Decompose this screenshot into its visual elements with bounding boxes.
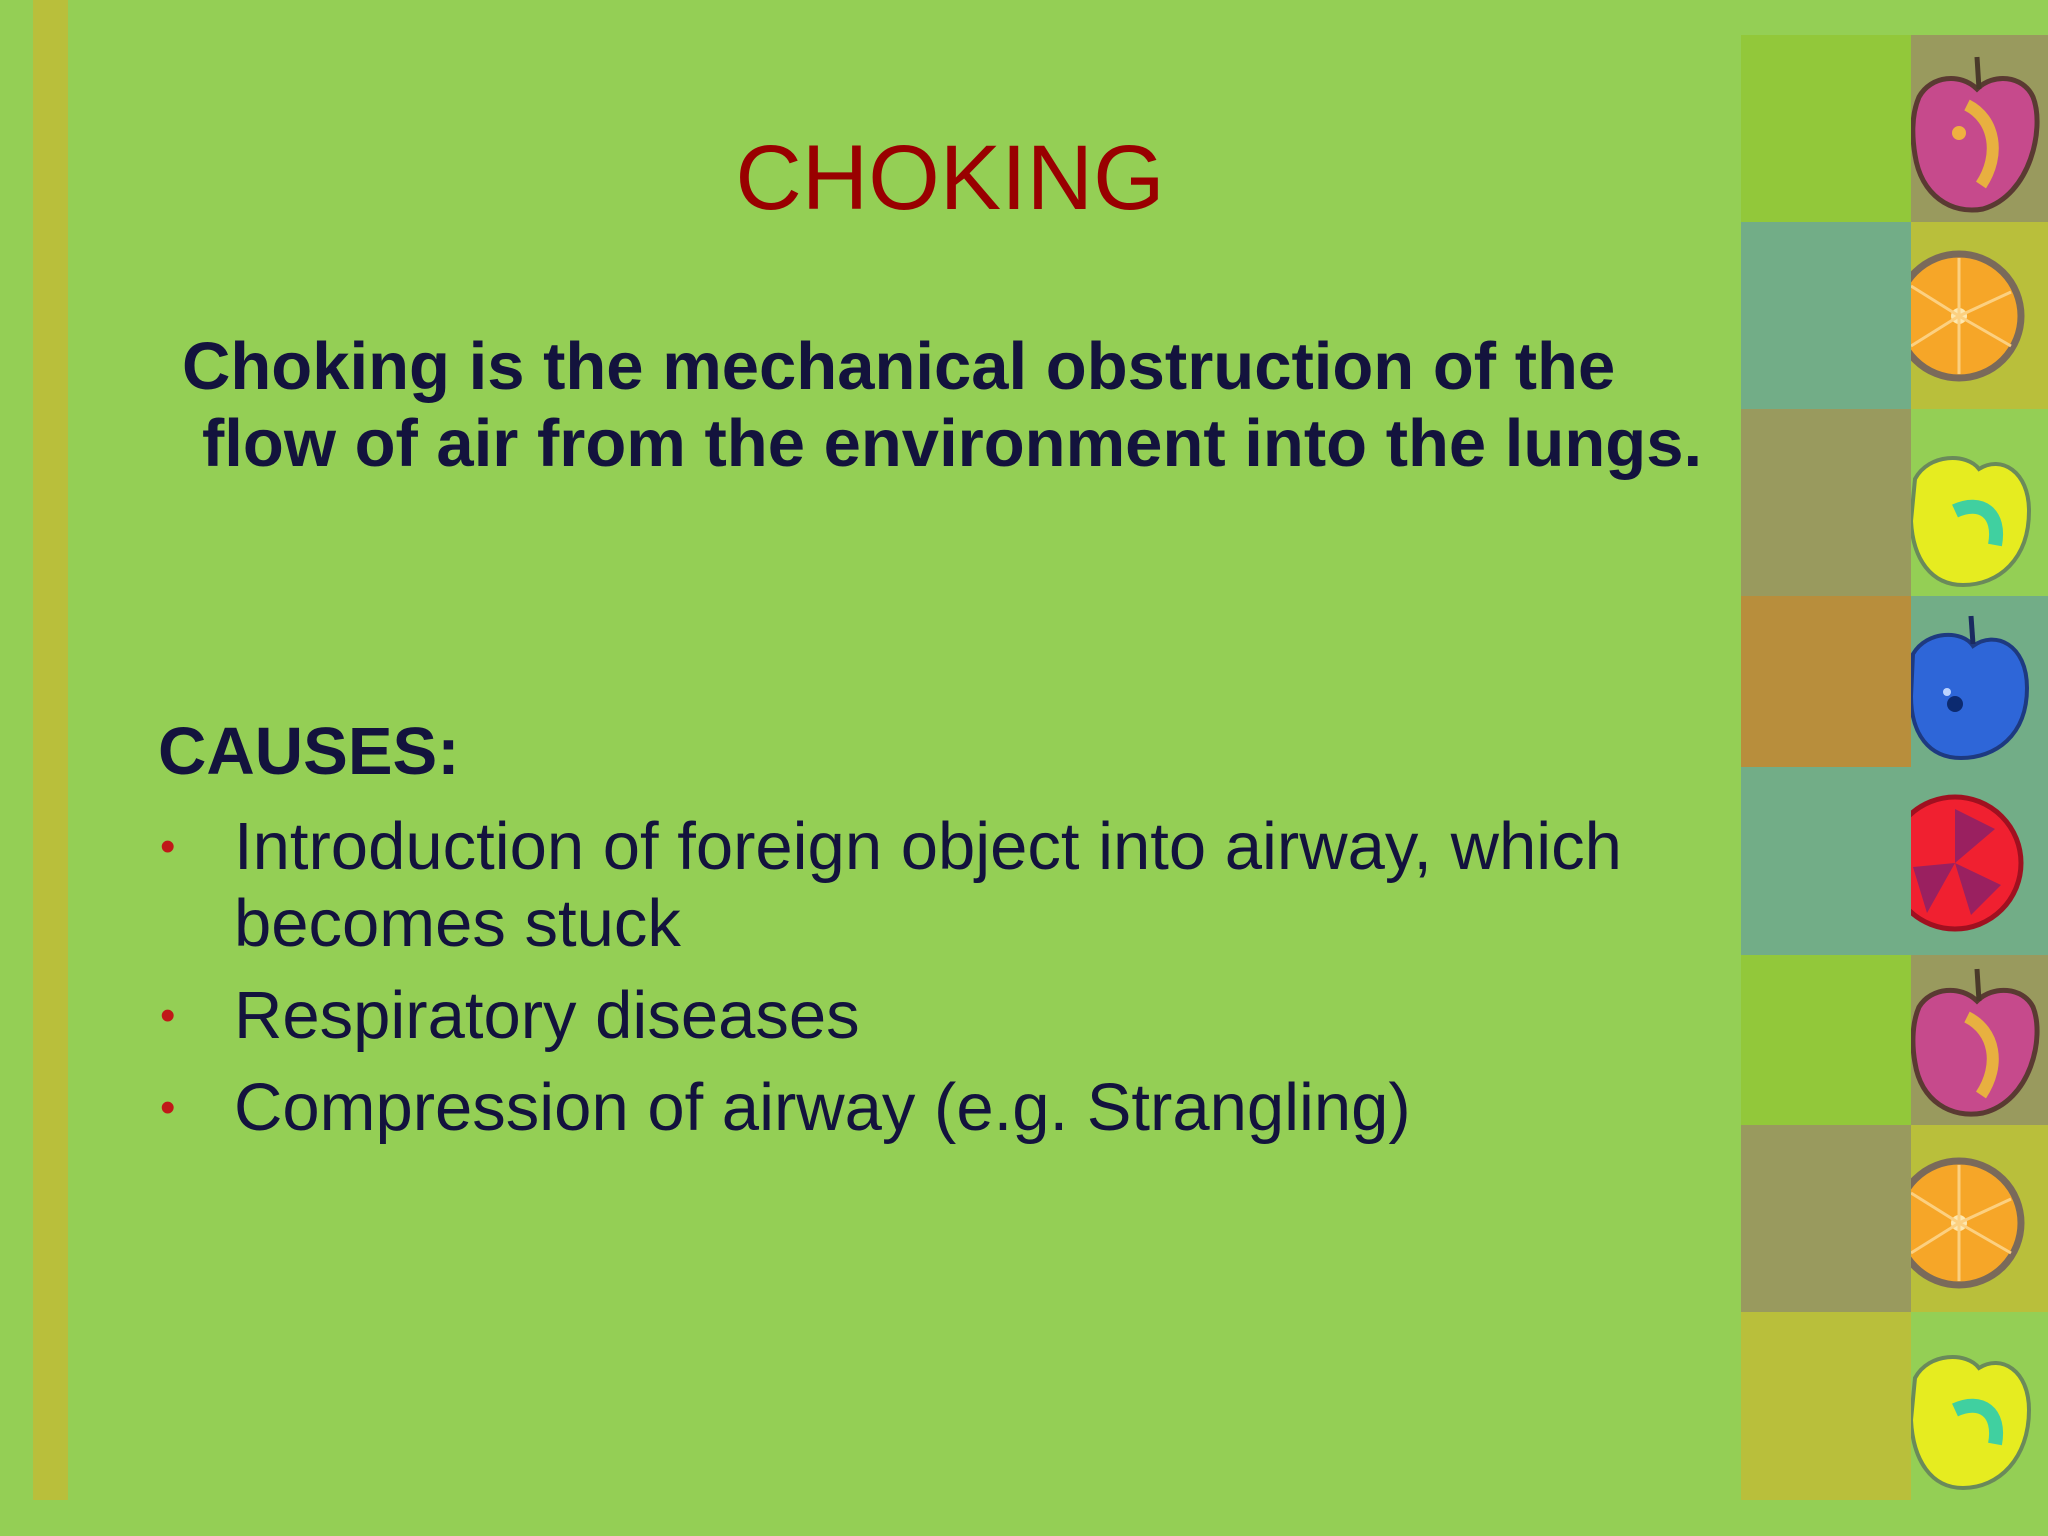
apple-yellow-icon bbox=[1911, 1312, 2048, 1500]
definition-line-2: flow of air from the environment into the lungs. bbox=[202, 406, 1703, 481]
orange-slice-icon bbox=[1911, 222, 2048, 409]
apple-blue-icon bbox=[1911, 596, 2048, 767]
slide-title: CHOKING bbox=[735, 127, 1165, 229]
definition-line-1: Choking is the mechanical obstruction of the bbox=[182, 329, 1616, 404]
side-tile bbox=[1741, 767, 1911, 955]
apple-pink-icon bbox=[1911, 955, 2048, 1125]
side-tile bbox=[1741, 596, 1911, 767]
side-tile bbox=[1741, 35, 1911, 222]
apple-yellow-icon bbox=[1911, 409, 2048, 596]
causes-heading: CAUSES: bbox=[158, 714, 460, 789]
cause-text: Compression of airway (e.g. Strangling) bbox=[234, 1070, 1411, 1145]
cause-item bbox=[158, 808, 1718, 962]
bullet-icon: • bbox=[160, 991, 176, 1040]
definition-text bbox=[182, 328, 1742, 482]
side-tile bbox=[1741, 1125, 1911, 1312]
bullet-icon: • bbox=[160, 1083, 176, 1132]
side-tile bbox=[1741, 955, 1911, 1125]
orange-slice-icon bbox=[1911, 1125, 2048, 1312]
side-tile bbox=[1741, 222, 1911, 409]
cause-item bbox=[158, 977, 1718, 1054]
cause-text: Respiratory diseases bbox=[234, 978, 860, 1053]
cause-item bbox=[158, 1069, 1718, 1146]
cause-text-continued: becomes stuck bbox=[234, 886, 681, 961]
bullet-icon: • bbox=[160, 822, 176, 871]
side-tile bbox=[1741, 409, 1911, 596]
decorative-side-panel bbox=[1741, 35, 2048, 1500]
apple-pink-icon bbox=[1911, 35, 2048, 222]
cause-text: Introduction of foreign object into airway, which bbox=[234, 809, 1622, 884]
side-tile bbox=[1741, 1312, 1911, 1500]
grapefruit-red-icon bbox=[1911, 767, 2048, 955]
causes-list bbox=[158, 808, 1718, 1161]
left-accent-bar bbox=[33, 0, 68, 1500]
